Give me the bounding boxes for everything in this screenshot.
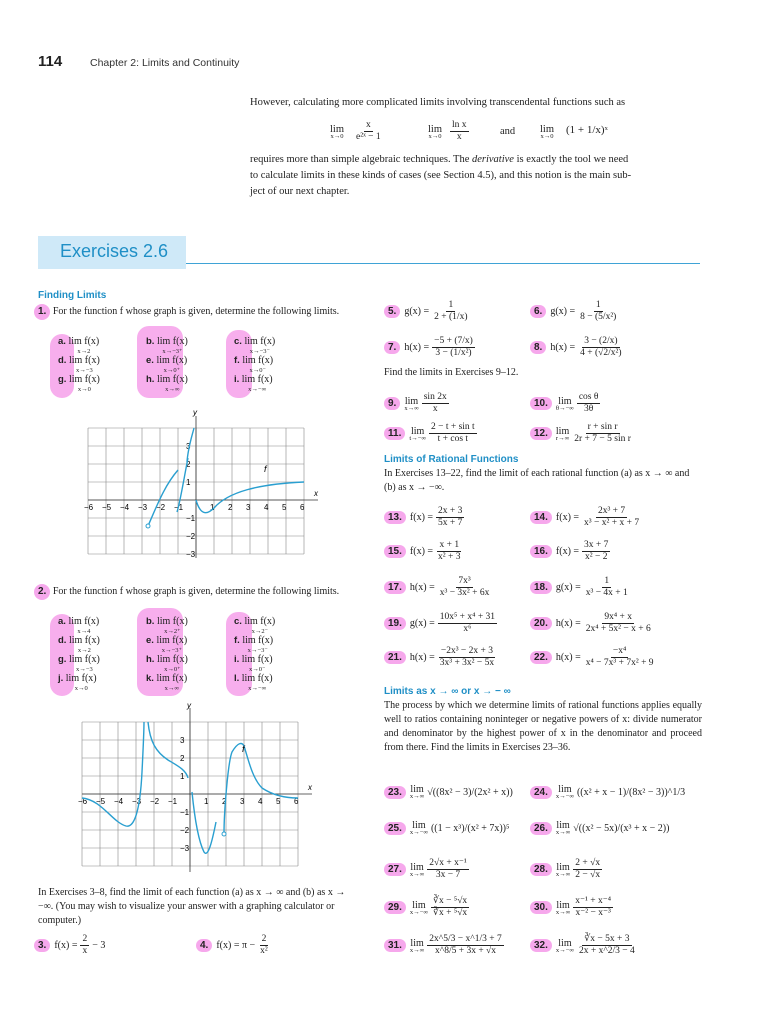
intro-line-1: However, calculating more complicated limits involving transcendental functions such as [250, 97, 626, 108]
ex2-item-3: d. lim f(x) x→2 [58, 635, 100, 654]
ex24-number: 24. [530, 786, 552, 799]
x-tick-label: −6 [78, 797, 88, 806]
graph1-y-label: y [193, 408, 197, 417]
ex1-item-0: a. lim f(x) x→2 [58, 336, 100, 355]
ex12-number: 12. [530, 427, 552, 440]
ex1-items [58, 336, 358, 396]
graph-exercise-2 [78, 701, 322, 882]
x-tick-label: −1 [168, 797, 178, 806]
ex5-number: 5. [384, 305, 400, 318]
ex12: 12. lim r→∞ $\frac{\text{r + sin r}}{\text{2r + 7 − 5 sin r}}$ [530, 422, 633, 445]
rational-instructions: In Exercises 13–22, find the limit of each rational function (a) as x → ∞ and (b) as x → −∞. [384, 468, 690, 493]
x-tick-label: 4 [258, 797, 263, 806]
x-tick-label: 5 [276, 797, 281, 806]
ex29-number: 29. [384, 901, 406, 914]
x-tick-label: −5 [102, 503, 112, 512]
x-tick-label: 5 [282, 503, 287, 512]
intro-line-4: ject of our next chapter. [250, 186, 350, 197]
ex3-frac: $\frac{2}{x}$ [82, 934, 88, 956]
ex4-frac: $\frac{2}{\text{x²}}$ [260, 934, 268, 956]
ex17-number: 17. [384, 581, 406, 594]
x-tick-label: 1 [210, 503, 215, 512]
ex2-text-block [34, 584, 359, 600]
intro-line-2: requires more than simple algebraic techniques. The derivative is exactly the tool we need [250, 154, 629, 165]
ex13-number: 13. [384, 511, 406, 524]
section-rational-functions: Limits of Rational Functions [384, 454, 519, 465]
graph2-f-label: f [242, 744, 245, 754]
ex15-number: 15. [384, 545, 406, 558]
ex18: 18. g(x) = $\frac{1}{\text{x³ − 4x + 1}}$ [530, 576, 630, 599]
ex2-item-7: h. lim f(x) x→0⁺ [146, 654, 188, 673]
section-limits-infinity: Limits as x → ∞ or x → − ∞ [384, 686, 511, 697]
ex9: 9. lim x→∞ $\frac{\sin 2x}{x}$ [384, 392, 449, 415]
ex23: 23. lim x→∞ √((8x² − 3)/(2x² + x)) [384, 784, 513, 800]
ex23-number: 23. [384, 786, 406, 799]
ex11: 11. lim t→−∞ $\frac{\text{2 − t + sin t}}{\text{t + cos t}}$ [384, 422, 477, 445]
graph2-curve-right [224, 744, 298, 834]
ex25-number: 25. [384, 822, 406, 835]
exercises-title: Exercises 2.6 [60, 241, 169, 261]
ex20-number: 20. [530, 617, 552, 630]
x-tick-label: −1 [174, 503, 184, 512]
y-tick-label: −2 [180, 826, 190, 835]
x-tick-label: 3 [246, 503, 251, 512]
ex2-item-6: g. lim f(x) x→−3 [58, 654, 100, 673]
ex4 [196, 934, 270, 957]
ex28: 28. lim x→∞ $\frac{2 + √x}{2 - √x}$ [530, 858, 602, 881]
intro-and: and [500, 126, 516, 137]
find-9-12-text: Find the limits in Exercises 9–12. [384, 367, 519, 378]
intro-lim-2: lim x→0 [428, 124, 443, 140]
ex22: 22. h(x) = $\frac{\text{−x⁴}}{\text{x⁴ − 7x³ + 7x² + 9}}$ [530, 646, 656, 669]
ex3-rest: − 3 [92, 940, 106, 951]
ex2-item-1: b. lim f(x) x→2⁺ [146, 616, 188, 635]
ex13: 13. f(x) = $\frac{2x + 3}{5x + 7}$ [384, 506, 464, 529]
ex25: 25. lim x→−∞ ((1 − x³)/(x² + 7x))⁵ [384, 820, 510, 836]
ex21: 21. h(x) = $\frac{\text{−2x³ − 2x + 3}}{\text{3x³ + 3x² − 5x}}$ [384, 646, 496, 669]
ex2-items [58, 616, 358, 696]
ex1-item-6: g. lim f(x) x→0 [58, 374, 100, 393]
x-tick-label: 1 [204, 797, 209, 806]
ex3-number: 3. [34, 939, 50, 952]
ex3 [34, 934, 105, 957]
ex19-number: 19. [384, 617, 406, 630]
ex24: 24. lim x→−∞ ((x² + x − 1)/(8x² − 3))^1/3 [530, 784, 685, 800]
x-tick-label: 6 [294, 797, 299, 806]
graph2-curve-left [82, 722, 144, 826]
ex2-item-0: a. lim f(x) x→4 [58, 616, 100, 635]
x-tick-label: 6 [300, 503, 305, 512]
ex4-number: 4. [196, 939, 212, 952]
ex14-number: 14. [530, 511, 552, 524]
y-tick-label: 3 [180, 736, 185, 745]
ex27: 27. lim x→∞ $\frac{\text{2√x + x⁻¹}}{3x - 7}$ [384, 858, 469, 881]
section-finding-limits: Finding Limits [38, 290, 107, 301]
graph2-y-label: y [187, 701, 191, 710]
graph2-open-point [222, 832, 226, 836]
ex31: 31. lim x→∞ $\frac{2x\^{}5/3 - x\^{}1/3 + 7}{x\^{}8/5 + 3x + √x}$ [384, 934, 504, 957]
y-tick-label: −1 [186, 514, 196, 523]
ex5: 5. g(x) = $\frac{1}{2 + (1/x)}$ [384, 300, 469, 323]
ex10: 10. lim θ→−∞ $\frac{\text{cos θ}}{3\theta}$ [530, 392, 600, 415]
ex2-item-8: i. lim f(x) x→0⁻ [234, 654, 273, 673]
ex1-item-1: b. lim f(x) x→−3⁺ [146, 336, 188, 355]
ex9-number: 9. [384, 397, 400, 410]
x-tick-label: −5 [96, 797, 106, 806]
chapter-title: Chapter 2: Limits and Continuity [90, 57, 240, 69]
ex7-number: 7. [384, 341, 400, 354]
ex22-number: 22. [530, 651, 552, 664]
infinity-instructions: The process by which we determine limits of rational functions applies equally well to ratios containing noninteger or negative powers of x: divide numerator and denominator by the highest power of x in the denominator and proceed from there. Find the limits in Exercises 23–36. [384, 700, 702, 753]
ex26: 26. lim x→∞ √((x² − 5x)/(x³ + x − 2)) [530, 820, 669, 836]
ex32: 32. lim x→−∞ $\frac{∛x - 5x + 3}{2x + x\^{}2/3 - 4}$ [530, 934, 637, 957]
graph1-x-label: x [314, 489, 318, 498]
ex8: 8. h(x) = $\frac{3 - (2/x)}{\text{4 + (√2/x²)}}$ [530, 336, 624, 359]
ex1-text-block [34, 304, 359, 320]
ex3-lhs: f(x) = [54, 940, 78, 951]
ex32-number: 32. [530, 939, 552, 952]
graph-exercise-1 [84, 408, 328, 578]
graph1-curve-middle [177, 428, 194, 512]
exercises-rule [186, 263, 700, 264]
y-tick-label: 1 [180, 772, 185, 781]
ex2-number: 2. [34, 584, 50, 600]
x-tick-label: −4 [114, 797, 124, 806]
ex29: 29. lim x→−∞ $\frac{\text{∛x − ⁵√x}}{\text{∛x + ⁵√x}}$ [384, 896, 469, 919]
y-tick-label: −3 [180, 844, 190, 853]
ex18-number: 18. [530, 581, 552, 594]
ex3-8-instructions: In Exercises 3–8, find the limit of each function (a) as x → ∞ and (b) as x → −∞. (You may wish to visualize your answer with a graphing calculator or computer.) [38, 887, 346, 926]
ex14: 14. f(x) = $\frac{\text{2x³ + 7}}{\text{x³ − x² + x + 7}}$ [530, 506, 641, 529]
x-tick-label: −2 [150, 797, 160, 806]
ex1-text: For the function f whose graph is given, determine the following limits. [52, 306, 340, 317]
ex30-number: 30. [530, 901, 552, 914]
ex26-number: 26. [530, 822, 552, 835]
x-tick-label: 2 [228, 503, 233, 512]
ex27-number: 27. [384, 863, 406, 876]
ex1-item-3: d. lim f(x) x→−3 [58, 355, 100, 374]
ex4-lhs: f(x) = π − [216, 940, 256, 951]
intro-limits [330, 118, 730, 152]
x-tick-label: −3 [132, 797, 142, 806]
ex2-item-10: k. lim f(x) x→∞ [146, 673, 188, 692]
graph1-f-label: f [264, 464, 267, 474]
y-tick-label: −2 [186, 532, 196, 541]
ex11-number: 11. [384, 427, 405, 440]
y-tick-label: 1 [186, 478, 191, 487]
ex16-number: 16. [530, 545, 552, 558]
ex31-number: 31. [384, 939, 406, 952]
ex2-item-4: e. lim f(x) x→−3⁺ [146, 635, 188, 654]
ex1-item-4: e. lim f(x) x→0⁺ [146, 355, 188, 374]
ex2-item-5: f. lim f(x) x→−3⁻ [234, 635, 274, 654]
x-tick-label: −3 [138, 503, 148, 512]
x-tick-label: −6 [84, 503, 94, 512]
ex2-item-9: j. lim f(x) x→0 [58, 673, 97, 692]
ex7: 7. h(x) = $\frac{-5 + (7/x)}{\text{3 − (1/x²)}}$ [384, 336, 475, 359]
x-tick-label: 4 [264, 503, 269, 512]
ex10-number: 10. [530, 397, 552, 410]
intro-lim-3: lim x→0 [540, 124, 555, 140]
ex1-item-8: i. lim f(x) x→−∞ [234, 374, 273, 393]
intro-frac-2: $\frac{\text{ln x}}{x}$ [452, 120, 467, 142]
ex8-number: 8. [530, 341, 546, 354]
ex6-number: 6. [530, 305, 546, 318]
ex2-item-11: l. lim f(x) x→−∞ [234, 673, 273, 692]
y-tick-label: −1 [180, 808, 190, 817]
ex1-item-5: f. lim f(x) x→0⁻ [234, 355, 274, 374]
x-tick-label: 2 [222, 797, 227, 806]
page-number: 114 [38, 53, 63, 70]
y-tick-label: 3 [186, 442, 191, 451]
ex19: 19. g(x) = $\frac{\text{10x⁵ + x⁴ + 31}}{\text{x⁶}}$ [384, 612, 497, 635]
intro-lim-1: lim x→0 [330, 124, 345, 140]
ex16: 16. f(x) = $\frac{3x + 7}{\text{x² − 2}}$ [530, 540, 610, 563]
ex21-number: 21. [384, 651, 406, 664]
y-tick-label: 2 [186, 460, 191, 469]
ex20: 20. h(x) = $\frac{\text{9x⁴ + x}}{\text{2x⁴ + 5x² − x + 6}}$ [530, 612, 653, 635]
ex28-number: 28. [530, 863, 552, 876]
ex1-item-2: c. lim f(x) x→−3⁻ [234, 336, 276, 355]
graph1-curve-left [148, 470, 178, 526]
x-tick-label: 3 [240, 797, 245, 806]
ex1-number: 1. [34, 304, 50, 320]
intro-expr-3: (1 + 1/x)ˣ [566, 124, 608, 136]
intro-frac-1: $\frac{x}{\text{e²ˣ − 1}}$ [356, 120, 381, 142]
ex17: 17. h(x) = $\frac{\text{7x³}}{\text{x³ − 3x² + 6x}}$ [384, 576, 491, 599]
ex15: 15. f(x) = $\frac{x + 1}{\text{x² + 3}}$ [384, 540, 463, 563]
intro-line-3: to calculate limits in these kinds of cases (see Section 4.5), and this notion is the main sub- [250, 170, 632, 181]
y-tick-label: −3 [186, 550, 196, 559]
x-tick-label: −2 [156, 503, 166, 512]
ex6: 6. g(x) = $\frac{1}{\text{8 − (5/x²)}}$ [530, 300, 618, 323]
ex2-item-2: c. lim f(x) x→2⁻ [234, 616, 276, 635]
ex2-text: For the function f whose graph is given, determine the following limits. [52, 586, 340, 597]
graph2-x-label: x [308, 783, 312, 792]
ex1-item-7: h. lim f(x) x→∞ [146, 374, 188, 393]
x-tick-label: −4 [120, 503, 130, 512]
graph1-open-point [146, 524, 150, 528]
y-tick-label: 2 [180, 754, 185, 763]
ex30: 30. lim x→∞ $\frac{\text{x⁻¹ + x⁻⁴}}{\text{x⁻² − x⁻³}}$ [530, 896, 613, 919]
